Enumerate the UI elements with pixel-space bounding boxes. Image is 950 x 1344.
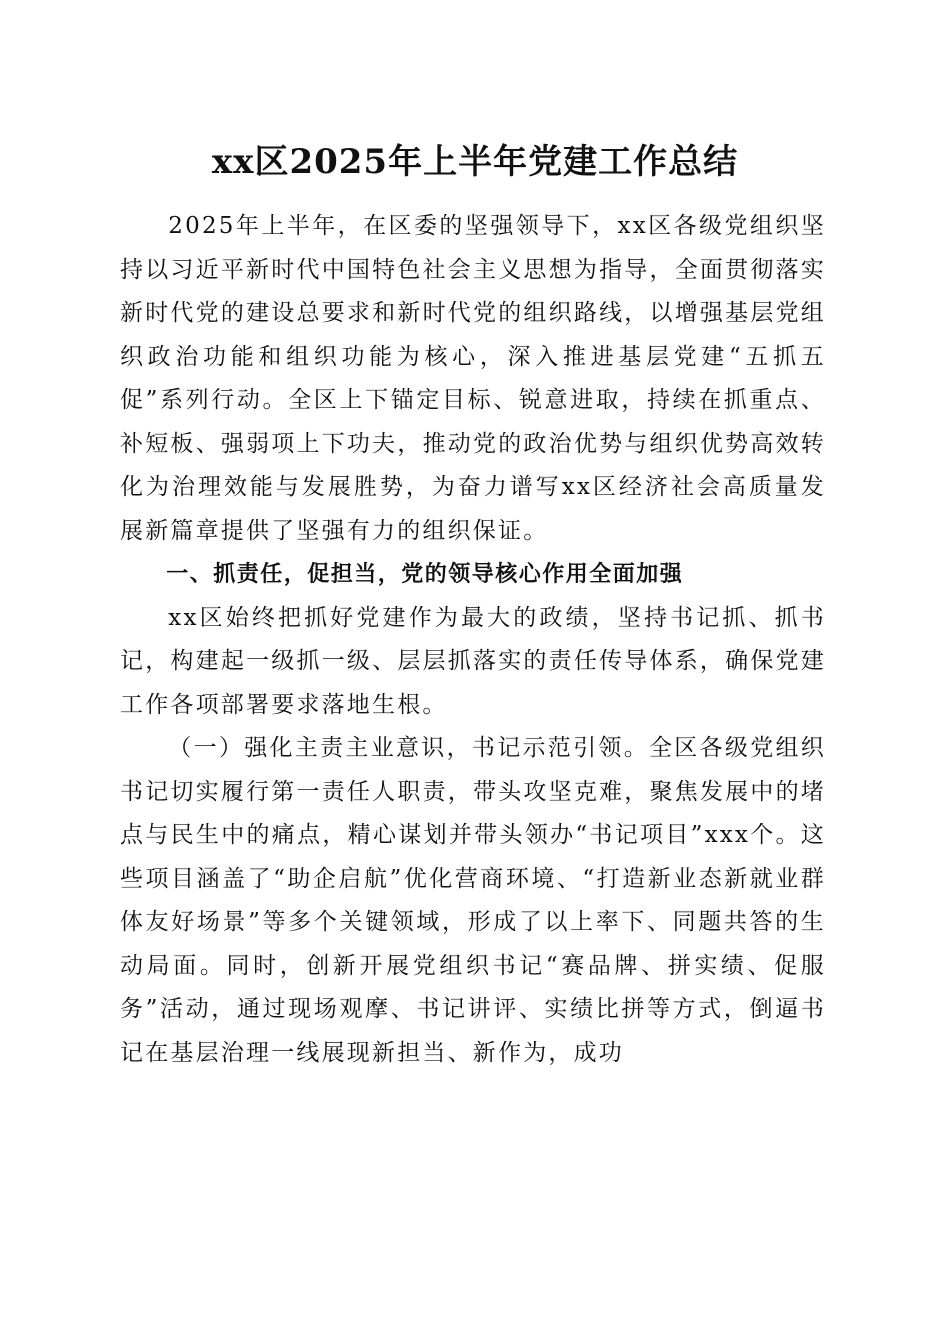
section-heading-1: 一、抓责任，促担当，党的领导核心作用全面加强 [166, 562, 684, 587]
intro-paragraph: 2025年上半年，在区委的坚强领导下，xx区各级党组织坚持以习近平新时代中国特色社会主义思想为指导，全面贯彻落实新时代党的建设总要求和新时代党的组织路线，以增强基层党组织政治功能和组织功能为核心，深入推进基层党建“五抓五促”系列行动。全区上下锚定目标、锐意进取，持续在抓重点、补短板、强弱项上下功夫，推动党的政治优势与组织优势高效转化为治理效能与发展胜势，为奋力谱写xx区经济社会高质量发展新篇章提供了坚强有力的组织保证。 [120, 213, 826, 544]
section-1-paragraph: xx区始终把抓好党建作为最大的政绩，坚持书记抓、抓书记，构建起一级抓一级、层层抓落实的责任传导体系，确保党建工作各项部署要求落地生根。 [120, 604, 826, 718]
document-body [120, 205, 826, 1075]
subsection-1-paragraph: （一）强化主责主业意识，书记示范引领。全区各级党组织书记切实履行第一责任人职责，带头攻坚克难，聚焦发展中的堵点与民生中的痛点，精心谋划并带头领办“书记项目”xxx个。这些项目涵盖了“助企启航”优化营商环境、“打造新业态新就业群体友好场景”等多个关键领域，形成了以上率下、同题共答的生动局面。同时，创新开展党组织书记“赛品牌、拼实绩、促服务”活动，通过现场观摩、书记讲评、实绩比拼等方式，倒逼书记在基层治理一线展现新担当、新作为，成功 [120, 735, 826, 1066]
document-title: xx区2025年上半年党建工作总结 [211, 142, 739, 182]
